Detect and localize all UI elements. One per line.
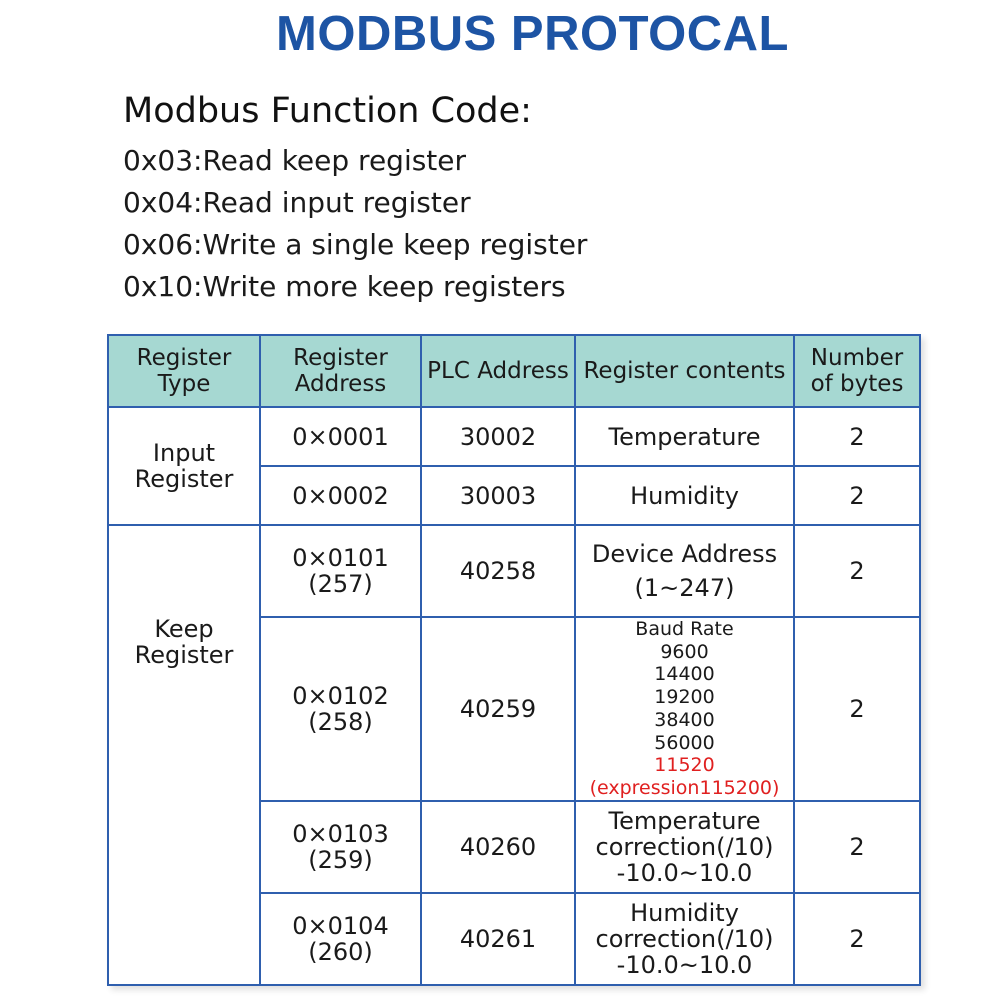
baud-rate-label: Baud Rate bbox=[635, 618, 734, 640]
header-row bbox=[108, 335, 920, 407]
baud-rate-value-highlight: 11520 bbox=[654, 754, 715, 777]
baud-rate-value: 38400 bbox=[654, 708, 715, 731]
number-of-bytes-cell: 2 bbox=[794, 617, 920, 801]
register-address-cell: 0×0101 (257) bbox=[260, 525, 421, 617]
baud-rate-value: 14400 bbox=[654, 663, 715, 686]
register-contents-cell: Device Address (1~247) bbox=[575, 525, 794, 617]
register-address-cell: 0×0104 (260) bbox=[260, 893, 421, 985]
baud-rate-value: 56000 bbox=[654, 731, 715, 754]
function-code-item: 0x06:Write a single keep register bbox=[123, 228, 588, 261]
number-of-bytes-cell: 2 bbox=[794, 801, 920, 893]
table-row bbox=[108, 525, 920, 617]
register-table bbox=[107, 334, 921, 986]
number-of-bytes-cell: 2 bbox=[794, 466, 920, 525]
baud-rate-value: 9600 bbox=[660, 640, 709, 663]
number-of-bytes-cell: 2 bbox=[794, 893, 920, 985]
function-code-item: 0x03:Read keep register bbox=[123, 144, 467, 177]
register-contents-cell: Humidity bbox=[575, 466, 794, 525]
plc-address-cell: 40259 bbox=[421, 617, 575, 801]
register-contents-cell: Humidity correction(/10) -10.0~10.0 bbox=[575, 893, 794, 985]
baud-rate-note-highlight: (expression115200) bbox=[589, 776, 780, 799]
number-of-bytes-cell: 2 bbox=[794, 407, 920, 466]
plc-address-cell: 40258 bbox=[421, 525, 575, 617]
function-code-heading: Modbus Function Code: bbox=[123, 91, 532, 131]
register-address-cell: 0×0102 (258) bbox=[260, 617, 421, 801]
page-title: MODBUS PROTOCAL bbox=[276, 7, 789, 61]
number-of-bytes-cell: 2 bbox=[794, 525, 920, 617]
register-address-cell: 0×0103 (259) bbox=[260, 801, 421, 893]
header-plc-address: PLC Address bbox=[421, 335, 575, 407]
register-contents-cell: Temperature bbox=[575, 407, 794, 466]
plc-address-cell: 40261 bbox=[421, 893, 575, 985]
header-register-type: Register Type bbox=[108, 335, 260, 407]
header-register-contents: Register contents bbox=[575, 335, 794, 407]
function-code-item: 0x10:Write more keep registers bbox=[123, 270, 566, 303]
header-register-address: Register Address bbox=[260, 335, 421, 407]
register-contents-cell: Temperature correction(/10) -10.0~10.0 bbox=[575, 801, 794, 893]
register-type-cell: Keep Register bbox=[108, 525, 260, 985]
table-row bbox=[108, 407, 920, 466]
plc-address-cell: 40260 bbox=[421, 801, 575, 893]
register-address-cell: 0×0002 bbox=[260, 466, 421, 525]
baud-rate-value: 19200 bbox=[654, 686, 715, 709]
baud-rate-cell bbox=[575, 617, 794, 801]
function-code-list bbox=[123, 140, 587, 308]
function-code-item: 0x04:Read input register bbox=[123, 186, 471, 219]
plc-address-cell: 30003 bbox=[421, 466, 575, 525]
plc-address-cell: 30002 bbox=[421, 407, 575, 466]
header-number-of-bytes: Number of bytes bbox=[794, 335, 920, 407]
register-address-cell: 0×0001 bbox=[260, 407, 421, 466]
register-type-cell: Input Register bbox=[108, 407, 260, 525]
